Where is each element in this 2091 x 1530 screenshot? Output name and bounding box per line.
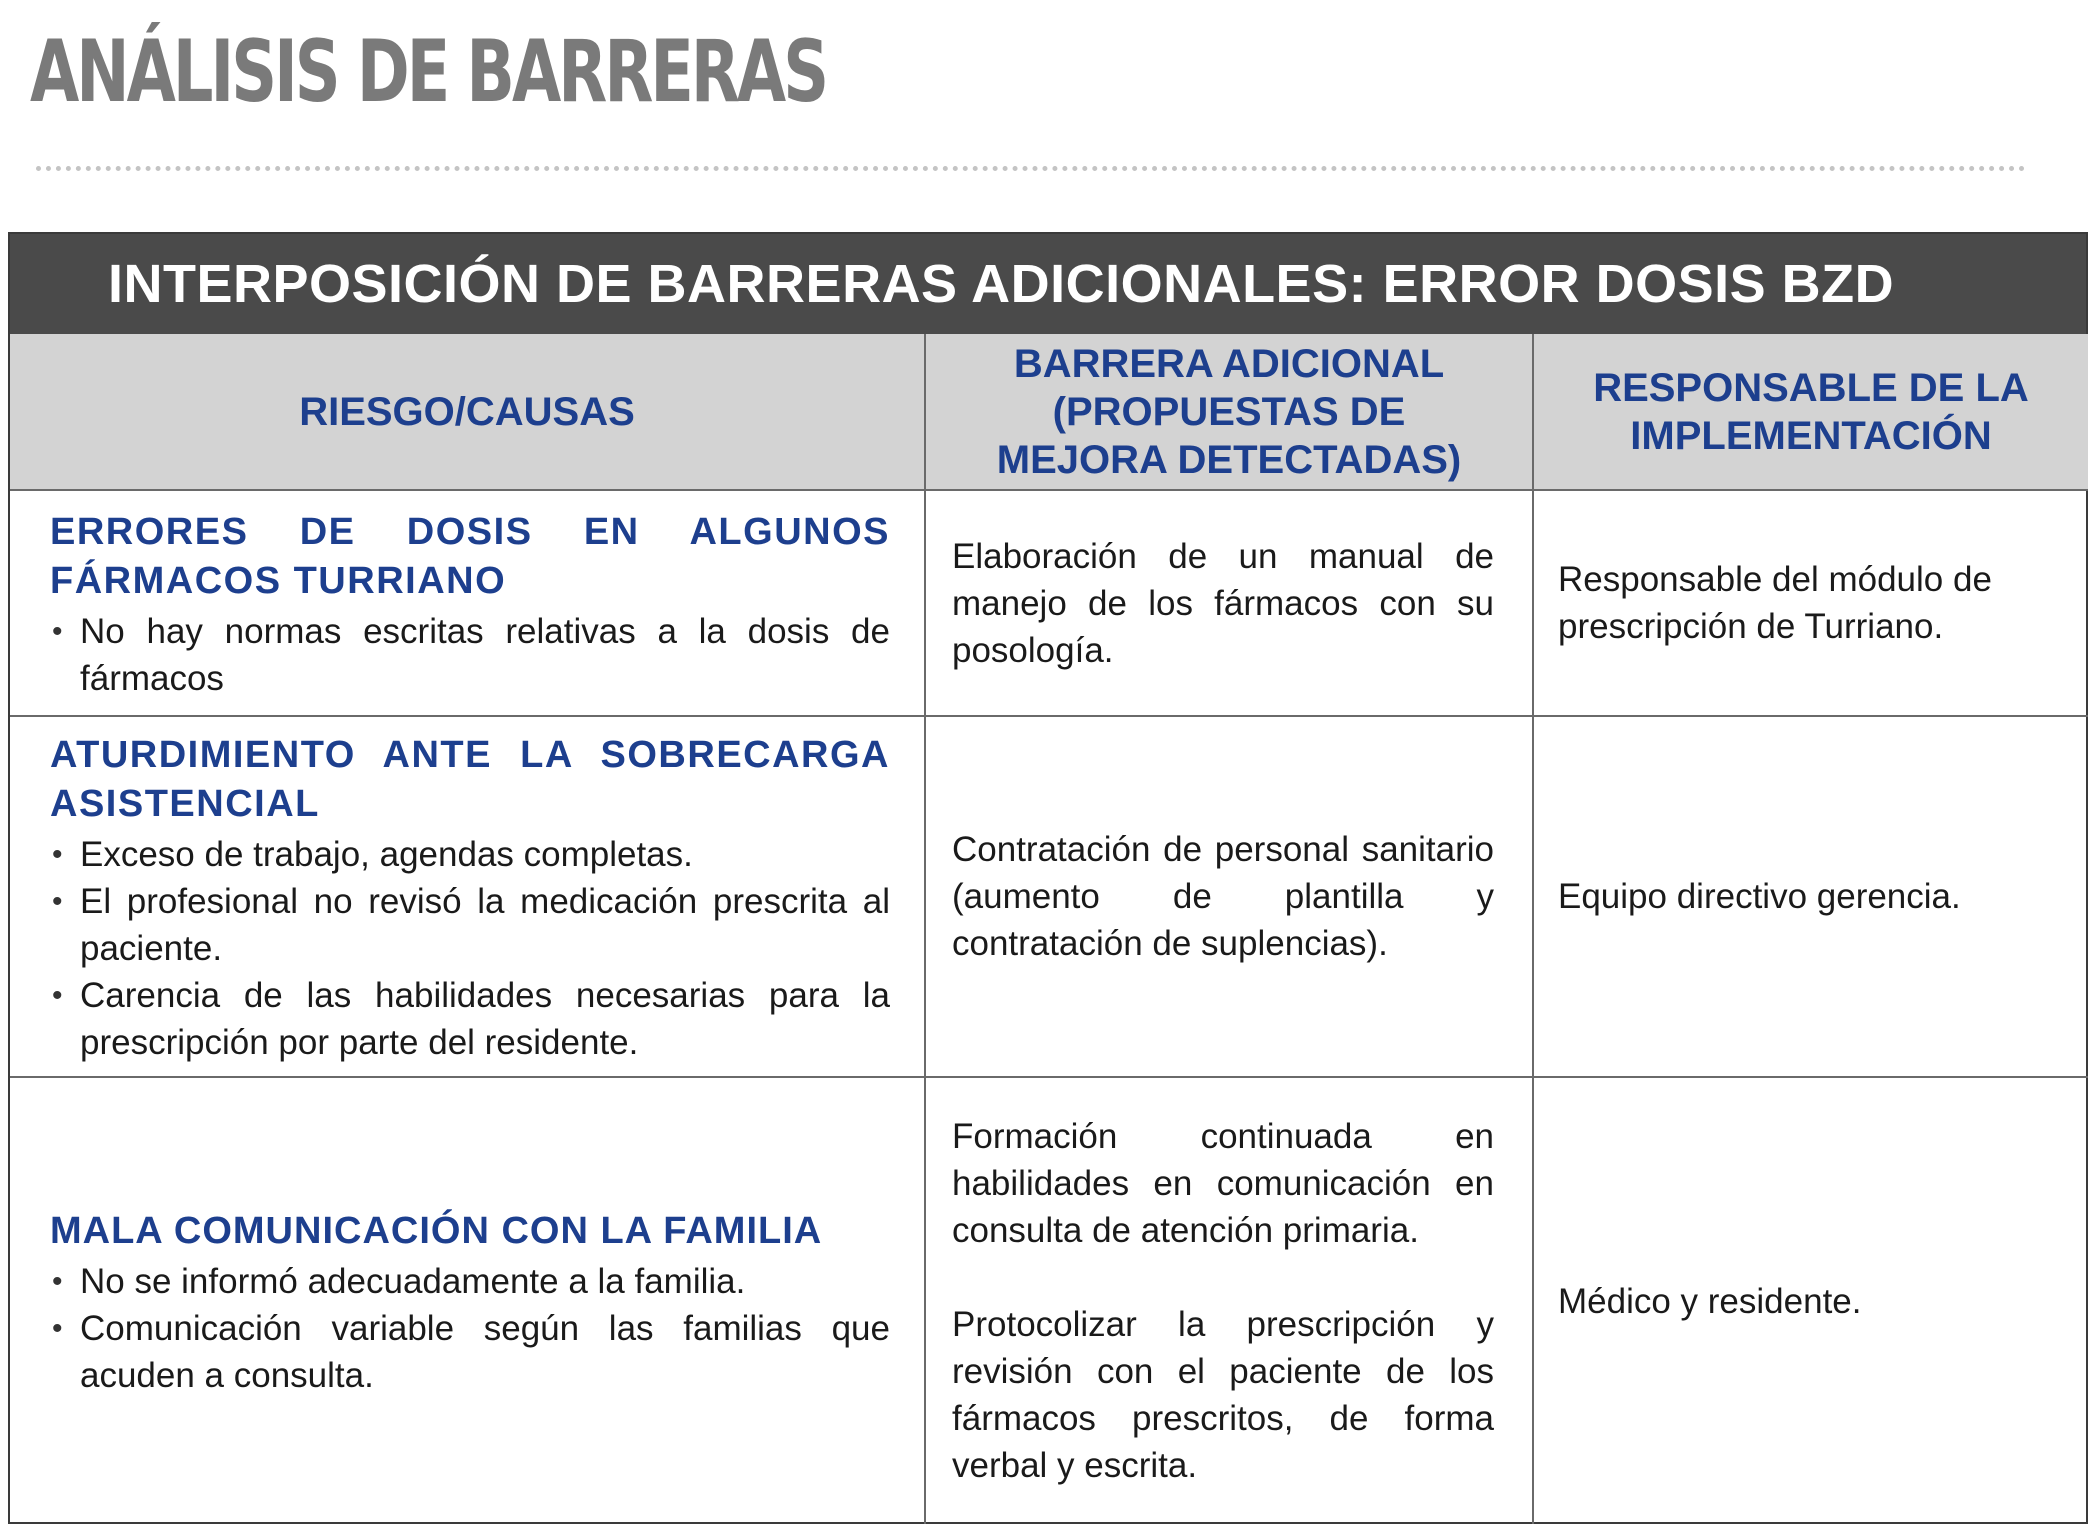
responsible-cell: Responsable del módulo de prescripción de Turriano. bbox=[1533, 490, 2088, 716]
cause-item: • No hay normas escritas relativas a la dosis de fármacos bbox=[50, 608, 890, 702]
barrier-text: Elaboración de un manual de manejo de los fármacos con su posología. bbox=[952, 536, 1494, 670]
cause-list bbox=[50, 1258, 890, 1399]
responsible-cell: Médico y residente. bbox=[1533, 1077, 2088, 1524]
barriers-table bbox=[10, 334, 2088, 1524]
cause-item: • Carencia de las habilidades necesarias para la prescripción por parte del residente. bbox=[50, 972, 890, 1066]
barrier-cell bbox=[925, 1077, 1533, 1524]
table-row bbox=[10, 490, 2088, 716]
header-responsable: RESPONSABLE DE LA IMPLEMENTACIÓN bbox=[1533, 334, 2088, 490]
cause-list bbox=[50, 608, 890, 702]
risk-cell bbox=[10, 490, 925, 716]
table-title: INTERPOSICIÓN DE BARRERAS ADICIONALES: ERROR DOSIS BZD bbox=[108, 254, 1895, 314]
table-row bbox=[10, 1077, 2088, 1524]
dotted-divider bbox=[36, 166, 2026, 171]
page-heading: ANÁLISIS DE BARRERAS bbox=[30, 22, 827, 122]
risk-cell bbox=[10, 1077, 925, 1524]
barriers-table-container bbox=[8, 232, 2088, 1524]
barrier-text: Formación continuada en habilidades en comunicación en consulta de atención primaria. bbox=[952, 1117, 1494, 1250]
cause-item: • No se informó adecuadamente a la familia. bbox=[50, 1258, 890, 1305]
barrier-cell bbox=[925, 716, 1533, 1077]
cause-item: • El profesional no revisó la medicación prescrita al paciente. bbox=[50, 878, 890, 972]
table-header-row bbox=[10, 334, 2088, 490]
barrier-text: Contratación de personal sanitario (aumento de plantilla y contratación de suplencias). bbox=[952, 830, 1494, 963]
header-riesgo-causas: RIESGO/CAUSAS bbox=[10, 334, 925, 490]
barrier-text: Protocolizar la prescripción y revisión con el paciente de los fármacos prescritos, de forma verbal y escrita. bbox=[952, 1305, 1494, 1485]
cause-item: • Exceso de trabajo, agendas completas. bbox=[50, 831, 890, 878]
table-title-bar bbox=[10, 234, 2086, 334]
risk-title: MALA COMUNICACIÓN CON LA FAMILIA bbox=[50, 1210, 823, 1252]
table-row bbox=[10, 716, 2088, 1077]
header-barrera-adicional: BARRERA ADICIONAL (PROPUESTAS DE MEJORA DETECTADAS) bbox=[925, 334, 1533, 490]
risk-cell bbox=[10, 716, 925, 1077]
cause-item: • Comunicación variable según las familias que acuden a consulta. bbox=[50, 1305, 890, 1399]
cause-list bbox=[50, 831, 890, 1066]
risk-title: ERRORES DE DOSIS EN ALGUNOS FÁRMACOS TURRIANO bbox=[50, 511, 890, 602]
risk-title: ATURDIMIENTO ANTE LA SOBRECARGA ASISTENCIAL bbox=[50, 734, 890, 825]
responsible-cell: Equipo directivo gerencia. bbox=[1533, 716, 2088, 1077]
barrier-cell bbox=[925, 490, 1533, 716]
